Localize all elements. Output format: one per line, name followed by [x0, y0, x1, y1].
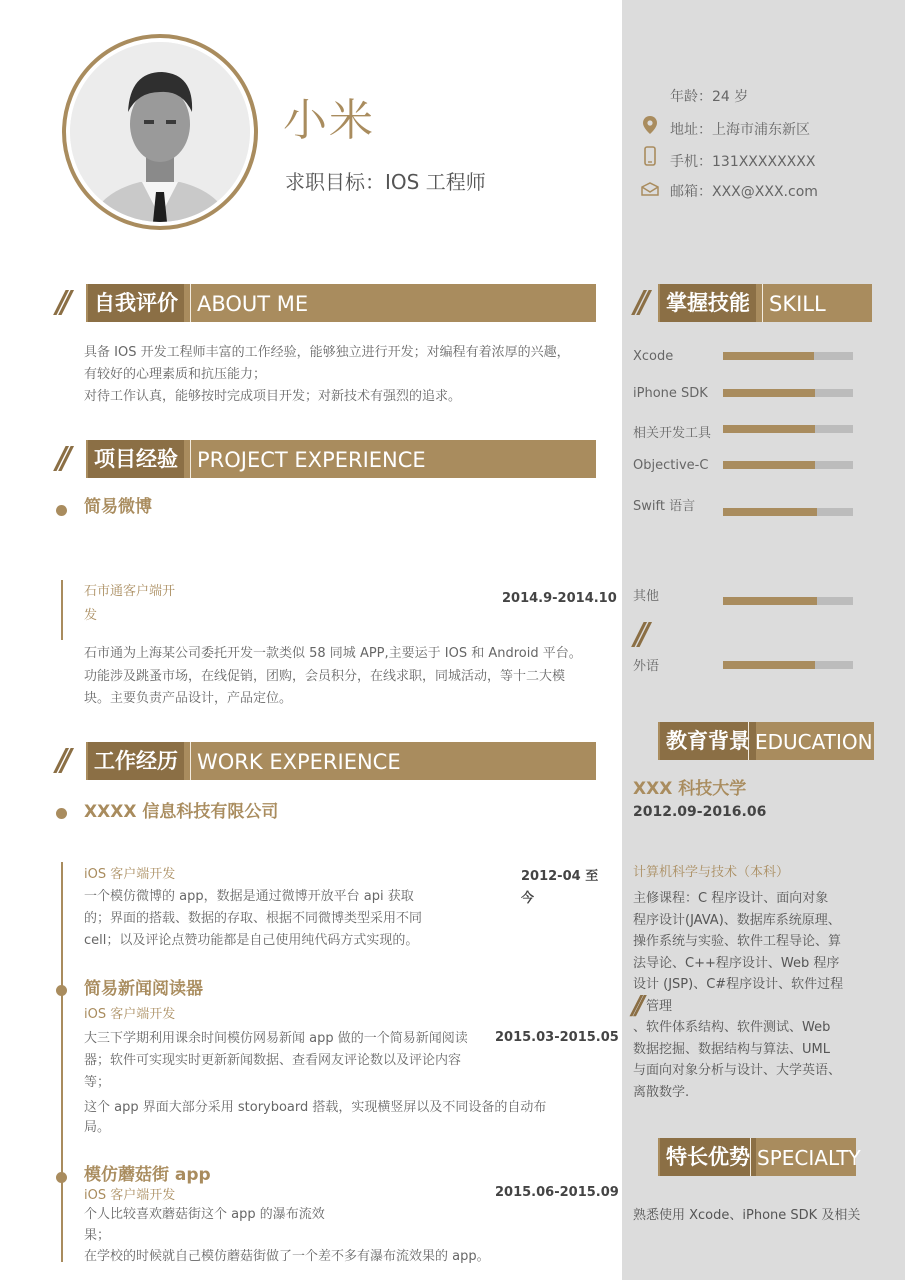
project-title-cn: 项目经验 [88, 440, 184, 478]
project-role-line: 石市通客户端开 [84, 584, 176, 599]
work-date: 2015.03-2015.05 [495, 1030, 619, 1045]
work-role: iOS 客户端开发 [84, 867, 176, 882]
education-major: 计算机科学与技术（本科） [633, 865, 790, 880]
avatar [70, 42, 250, 222]
skill-bar [723, 597, 853, 605]
skill-header [658, 284, 872, 322]
about-line: 对待工作认真，能够按时完成项目开发；对新技术有强烈的追求。 [84, 389, 462, 404]
work-desc-extra [84, 1098, 604, 1138]
course-line: 主修课程：C 程序设计、面向对象 [633, 891, 829, 906]
course-line: 数据挖掘、数据结构与算法、UML [633, 1041, 830, 1057]
project-desc-line: 功能涉及跳蚤市场，在线促销，团购，会员积分，在线求职，同城活动，等十二大模 [84, 668, 566, 684]
section-slash-icon: // [56, 285, 66, 320]
work-title-en: WORK EXPERIENCE [190, 742, 401, 780]
skill-bar [723, 352, 853, 360]
timeline-dot [56, 808, 67, 819]
project-date: 2014.9-2014.10 [502, 591, 617, 606]
skill-bar-fill [723, 352, 814, 360]
course-line: 管理 [646, 998, 673, 1014]
work-desc-line: 这个 app 界面大部分采用 storyboard 搭载，实现横竖屏以及不同设备的自动布 [84, 1100, 547, 1115]
about-title-en: ABOUT ME [190, 284, 308, 322]
education-title-cn: 教育背景 [660, 722, 756, 760]
work-desc-line: 大三下学期利用课余时间模仿网易新闻 app 做的一个简易新闻阅读 [84, 1031, 468, 1046]
skill-bar [723, 425, 853, 433]
course-line: 操作系统与实验、软件工程导论、算 [633, 934, 842, 949]
work-role: iOS 客户端开发 [84, 1007, 176, 1022]
skill-bar-fill [723, 461, 815, 469]
skill-label: Objective-C [633, 458, 709, 473]
skill-bar-fill [723, 425, 815, 433]
specialty-title-cn: 特长优势 [660, 1138, 756, 1176]
job-objective: 求职目标：IOS 工程师 [285, 170, 486, 194]
work-date: 2015.06-2015.09 [495, 1185, 619, 1200]
company-name: XXXX 信息科技有限公司 [84, 802, 279, 822]
skill-bar-fill [723, 597, 817, 605]
work-title-cn: 工作经历 [88, 742, 184, 780]
work-date [521, 866, 598, 910]
skill-label: iPhone SDK [633, 386, 708, 401]
work-desc-line: 等； [84, 1075, 111, 1090]
mail-icon [640, 180, 660, 202]
skill-bar [723, 661, 853, 669]
skill-label: 相关开发工具 [633, 426, 712, 441]
work-date-line: 2012-04 至 [521, 869, 599, 884]
timeline-dot [56, 1172, 67, 1183]
work-desc [84, 886, 484, 952]
skill-bar [723, 508, 853, 516]
work-desc-line: 果； [84, 1228, 111, 1243]
project-header [86, 440, 596, 478]
work-desc-line: 的；界面的搭载、数据的存取、根据不同微博类型采用不同 [84, 911, 423, 926]
project-title-en: PROJECT EXPERIENCE [190, 440, 426, 478]
project-role-line: 发 [84, 608, 98, 623]
specialty-title-en: SPECIALTY [750, 1138, 861, 1176]
project-name: 简易新闻阅读器 [84, 979, 203, 999]
project-name: 模仿蘑菇街 app [84, 1165, 211, 1185]
email-text: 邮箱：XXX@XXX.com [670, 184, 818, 200]
education-header [658, 722, 874, 760]
about-title-cn: 自我评价 [88, 284, 184, 322]
work-desc [84, 1204, 604, 1267]
about-header [86, 284, 596, 322]
skill-bar-fill [723, 389, 815, 397]
school-name: XXX 科技大学 [633, 779, 747, 799]
project-desc [84, 643, 604, 711]
course-line: 设计 (JSP)、C#程序设计、软件过程 [633, 977, 844, 992]
timeline-dot [56, 985, 67, 996]
work-date-line: 今 [521, 891, 535, 906]
skill-title-en: SKILL [762, 284, 826, 322]
course-line: 、软件体系结构、软件测试、Web [633, 1020, 831, 1035]
about-text [84, 342, 604, 408]
skill-label: 外语 [633, 659, 660, 674]
work-desc-line: cell；以及评论点赞功能都是自己使用纯代码方式实现的。 [84, 933, 419, 948]
contact-age [640, 86, 748, 108]
about-line: 有较好的心理素质和抗压能力； [84, 367, 267, 382]
specialty-header [658, 1138, 861, 1176]
skill-label: Swift 语言 [633, 499, 696, 514]
skill-bar-fill [723, 661, 815, 669]
work-desc-line: 局。 [84, 1120, 111, 1135]
age-text: 年龄：24 岁 [670, 89, 749, 105]
timeline-line [61, 862, 63, 1262]
section-slash-icon: // [632, 991, 639, 1021]
work-desc-line: 个人比较喜欢蘑菇街这个 app 的瀑布流效 [84, 1207, 325, 1222]
education-title-en: EDUCATION [748, 722, 873, 760]
project-desc-line: 石市通为上海某公司委托开发一款类似 58 同城 APP,主要运于 IOS 和 Android 平台。 [84, 646, 582, 661]
timeline-line [61, 580, 63, 640]
work-desc-line: 在学校的时候就自己模仿蘑菇街做了一个差不多有瀑布流效果的 app。 [84, 1249, 490, 1264]
specialty-text: 熟悉使用 Xcode、iPhone SDK 及相关 [633, 1208, 861, 1223]
skill-bar [723, 461, 853, 469]
work-desc [84, 1028, 489, 1094]
contact-phone [640, 146, 815, 168]
skill-bar-fill [723, 508, 817, 516]
work-desc-line: 器；软件可实现实时更新新闻数据、查看网友评论数以及评论内容 [84, 1053, 462, 1068]
project-name: 简易微博 [84, 497, 152, 517]
work-desc-line: 一个模仿微博的 app，数据是通过微博开放平台 api 获取 [84, 889, 414, 904]
project-role [84, 580, 175, 628]
work-role: iOS 客户端开发 [84, 1188, 176, 1203]
section-slash-icon: // [634, 285, 644, 320]
timeline-dot [56, 505, 67, 516]
course-line: 法导论、C++程序设计、Web 程序 [633, 955, 840, 971]
candidate-name: 小米 [283, 95, 375, 146]
contact-email [640, 180, 818, 202]
address-text: 地址：上海市浦东新区 [670, 122, 810, 138]
section-slash-icon: // [56, 743, 66, 778]
course-line: 与面向对象分析与设计、大学英语、 [633, 1063, 842, 1078]
about-line: 具备 IOS 开发工程师丰富的工作经验，能够独立进行开发；对编程有着浓厚的兴趣， [84, 345, 570, 360]
skill-title-cn: 掌握技能 [660, 284, 756, 322]
work-header [86, 742, 596, 780]
course-line: 离散数学. [633, 1084, 690, 1100]
location-pin-icon [640, 116, 660, 140]
course-line: 程序设计(JAVA)、数据库系统原理、 [633, 912, 841, 928]
skill-label: Xcode [633, 349, 674, 364]
phone-icon [640, 146, 660, 172]
section-slash-icon: // [56, 441, 66, 476]
education-courses [633, 888, 873, 1103]
skill-label: 其他 [633, 589, 660, 604]
skill-bar [723, 389, 853, 397]
project-desc-line: 块。主要负责产品设计，产品定位。 [84, 691, 293, 706]
contact-address [640, 116, 810, 138]
section-slash-icon: // [634, 617, 644, 652]
phone-text: 手机：131XXXXXXXX [670, 154, 816, 170]
education-period: 2012.09-2016.06 [633, 804, 767, 820]
